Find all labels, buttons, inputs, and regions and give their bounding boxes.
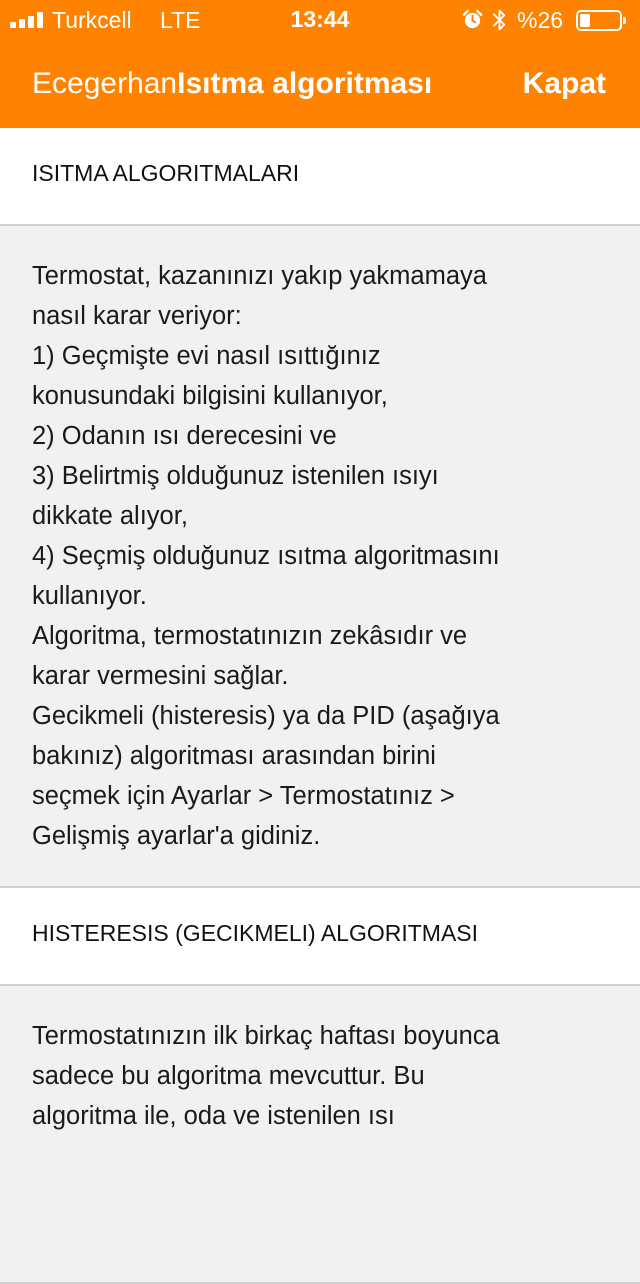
section-header-hysteresis: HISTERESIS (GECIKMELI) ALGORITMASI	[0, 888, 640, 984]
bluetooth-icon	[492, 8, 507, 32]
section-body-hysteresis	[0, 984, 640, 1284]
app-name: Ecegerhan	[32, 67, 178, 100]
section-body-heating-algorithms	[0, 224, 640, 888]
carrier-name: Turkcell	[52, 7, 132, 33]
section-text: Termostatınızın ilk birkaç haftası boyunca sadece bu algoritma mevcuttur. Bu algoritma ile, oda ve istenilen ısı	[32, 1022, 500, 1130]
battery-percent: %26	[517, 7, 564, 33]
status-time: 13:44	[290, 6, 350, 32]
battery-icon	[576, 10, 622, 31]
status-bar	[0, 0, 640, 40]
section-header-heating-algorithms: ISITMA ALGORITMALARI	[0, 128, 640, 224]
network-type: LTE	[160, 7, 201, 33]
close-button[interactable]: Kapat	[522, 67, 606, 100]
scroll-content[interactable]	[0, 128, 640, 1284]
section-text: Termostat, kazanınızı yakıp yakmamaya nasıl karar veriyor: 1) Geçmişte evi nasıl ısıttığınız konusundaki bilgisini kullanıyor, 2) Odanın ısı derecesini ve 3) Belirtmiş olduğunuz istenilen ısıyı dikkate alıyor, 4) Seçmiş olduğunuz ısıtma algoritmasını kullanıyor. Algoritma, termostatınızın zekâsıdır ve karar vermesini sağlar. Gecikmeli (histeresis) ya da PID (aşağıya bakınız) algoritması arasından birini seçmek için Ayarlar > Termostatınız > Gelişmiş ayarlar'a gidiniz.	[32, 262, 500, 850]
navigation-bar	[0, 40, 640, 128]
app-header	[0, 0, 640, 128]
page-title	[32, 67, 432, 101]
page-title-text: Isıtma algoritması	[177, 67, 433, 100]
alarm-clock-icon	[462, 9, 483, 30]
